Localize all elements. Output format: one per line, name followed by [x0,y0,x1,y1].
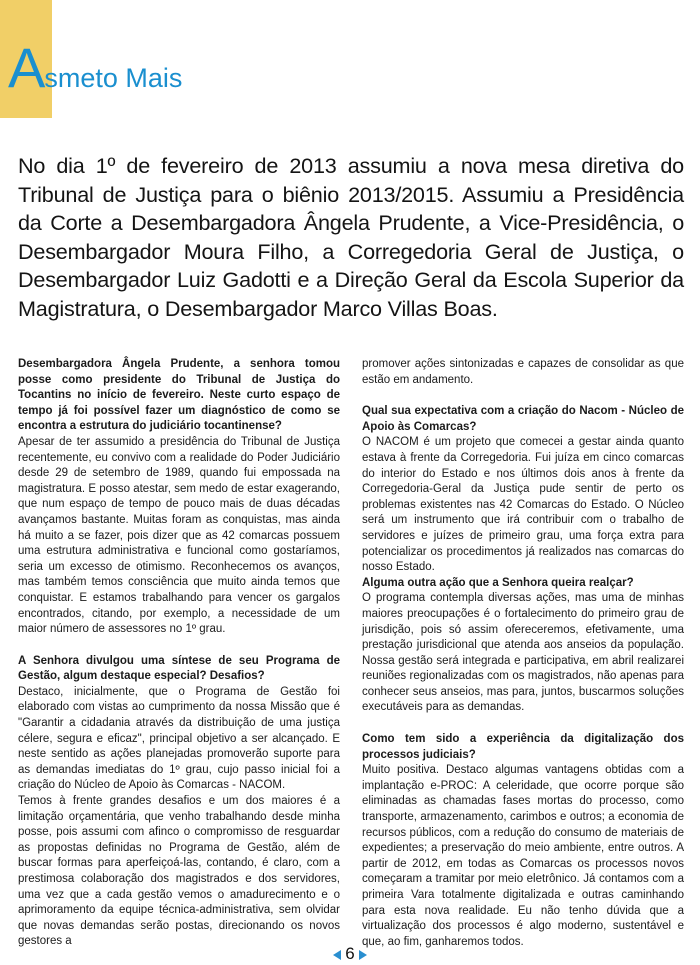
page-number: 6 [345,944,355,963]
answer-5: Muito positiva. Destaco algumas vantagens obtidas com a implantação e-PROC: A celeridade, que ocorre porque são eliminadas as chamadas fases mortas do processo, como transporte, armazenamento, carimbos e outros; a economia de recursos públicos, com a redução do consumo de materiais de expedientes; a preservação do meio ambiente, entre outros. A partir de 2012, em todas as Comarcas os processos novos começaram a tramitar por meio eletrônico. Já contamos com a primeira Vara totalmente digitalizada e outras caminhando para esta nova realidade. Eu não tenho dúvida que a virtualização dos processos é algo moderno, sustentável e que, ao fim, ganharemos todos. [362,764,684,948]
answer-2-continued: promover ações sintonizadas e capazes de consolidar as que estão em andamento. [362,358,684,386]
section-title-initial: A [8,36,44,99]
page-footer [300,944,400,964]
left-column [18,357,340,950]
answer-2b: Temos à frente grandes desafios e um dos maiores é a limitação orçamentária, que venho trabalhando desde minha posse, pois assumi com afinco o compromisso de resguardar as propostas definidas no Programa de Gestão, além de buscar formas para aperfeiçoá-las, contando, é claro, com a prestimosa colaboração dos magistrados e dos servidores, uma vez que a cada gestão vemos o amadurecimento e o aprimoramento da equipe técnica-administrativa, sem olvidar que novas demandas serão postas, direcionando os novos gestores a [18,795,340,948]
next-page-arrow-icon[interactable] [359,950,367,960]
question-5: Como tem sido a experiência da digitalização dos processos judiciais? [362,733,684,761]
question-4: Alguma outra ação que a Senhora queira realçar? [362,576,634,589]
question-3: Qual sua expectativa com a criação do Nacom - Núcleo de Apoio às Comarcas? [362,405,684,433]
intro-paragraph: No dia 1º de fevereiro de 2013 assumiu a nova mesa diretiva do Tribunal de Justiça para o biênio 2013/2015. Assumiu a Presidência da Corte a Desembargadora Ângela Prudente, a Vice-Presidência, o Desembargador Moura Filho, a Corregedoria Geral de Justiça, o Desembargador Luiz Gadotti e a Direção Geral da Escola Superior da Magistratura, o Desembargador Marco Villas Boas. [18,153,684,321]
answer-1: Apesar de ter assumido a presidência do Tribunal de Justiça recentemente, eu convivo com a realidade do Poder Judiciário desde 29 de setembro de 1989, quando fui empossada na magistratura. E posso atestar, sem medo de estar exagerando, que num espaço de tempo de pouco mais de duas décadas avançamos bastante. Muitas foram as conquistas, mas ainda há muito a se fazer, pois dizer que as 42 comarcas possuem uma estrutura administrativa e funcional como gostaríamos, seria um excesso de otimismo. Reconhecemos os avanços, mas também temos consciência que muito ainda temos que conquistar. E estamos trabalhando para vencer os gargalos encontrados, citando, por exemplo, a necessidade de um maior número de assessores no 1º grau. [18,435,340,636]
previous-page-arrow-icon[interactable] [333,950,341,960]
section-title [8,36,183,99]
answer-4: O programa contempla diversas ações, mas uma de minhas maiores preocupações é o fortalecimento do primeiro grau de jurisdição, pois só assim ofereceremos, efetivamente, uma prestação jurisdicional que atenda aos anseios da população. Nossa gestão será integrada e participativa, em abril realizarei reuniões regionalizadas com os magistrados, não apenas para conhecer seus anseios, mas para, juntos, buscarmos soluções executáveis para as demandas. [362,592,684,714]
section-title-rest: smeto Mais [44,63,183,93]
question-1: Desembargadora Ângela Prudente, a senhora tomou posse como presidente do Tribunal de Justiça do Tocantins no início de fevereiro. Neste curto espaço de tempo já foi possível fazer um diagnóstico de como se encontra a estrutura do judiciário tocantinense? [18,358,340,433]
right-column [362,357,684,950]
question-2: A Senhora divulgou uma síntese de seu Programa de Gestão, algum destaque especial? Desafios? [18,654,340,683]
answer-2a: Destaco, inicialmente, que o Programa de Gestão foi elaborado com vistas ao cumprimento da nossa Missão que é "Garantir a cidadania através da distribuição de uma justiça célere, segura e eficaz", principal objetivo a ser alcançado. E neste sentido as ações planejadas promoverão suporte para as demandas imediatas do 1º grau, cujo passo inicial foi a criação do Núcleo de Apoio às Comarcas - NACOM. [18,685,340,792]
answer-3: O NACOM é um projeto que comecei a gestar ainda quanto estava à frente da Corregedoria. Fui juíza em cinco comarcas do interior do Estado e nos últimos dois anos à frente da Corregedoria-Geral da Justiça pude sentir de perto os problemas existentes nas 42 Comarcas do Estado. O Núcleo será um instrumento que irá contribuir com o trabalho de servidores e juízes de primeiro grau, uma força extra para potencializar os procedimentos já realizados nas comarcas do nosso Estado. [362,436,684,574]
